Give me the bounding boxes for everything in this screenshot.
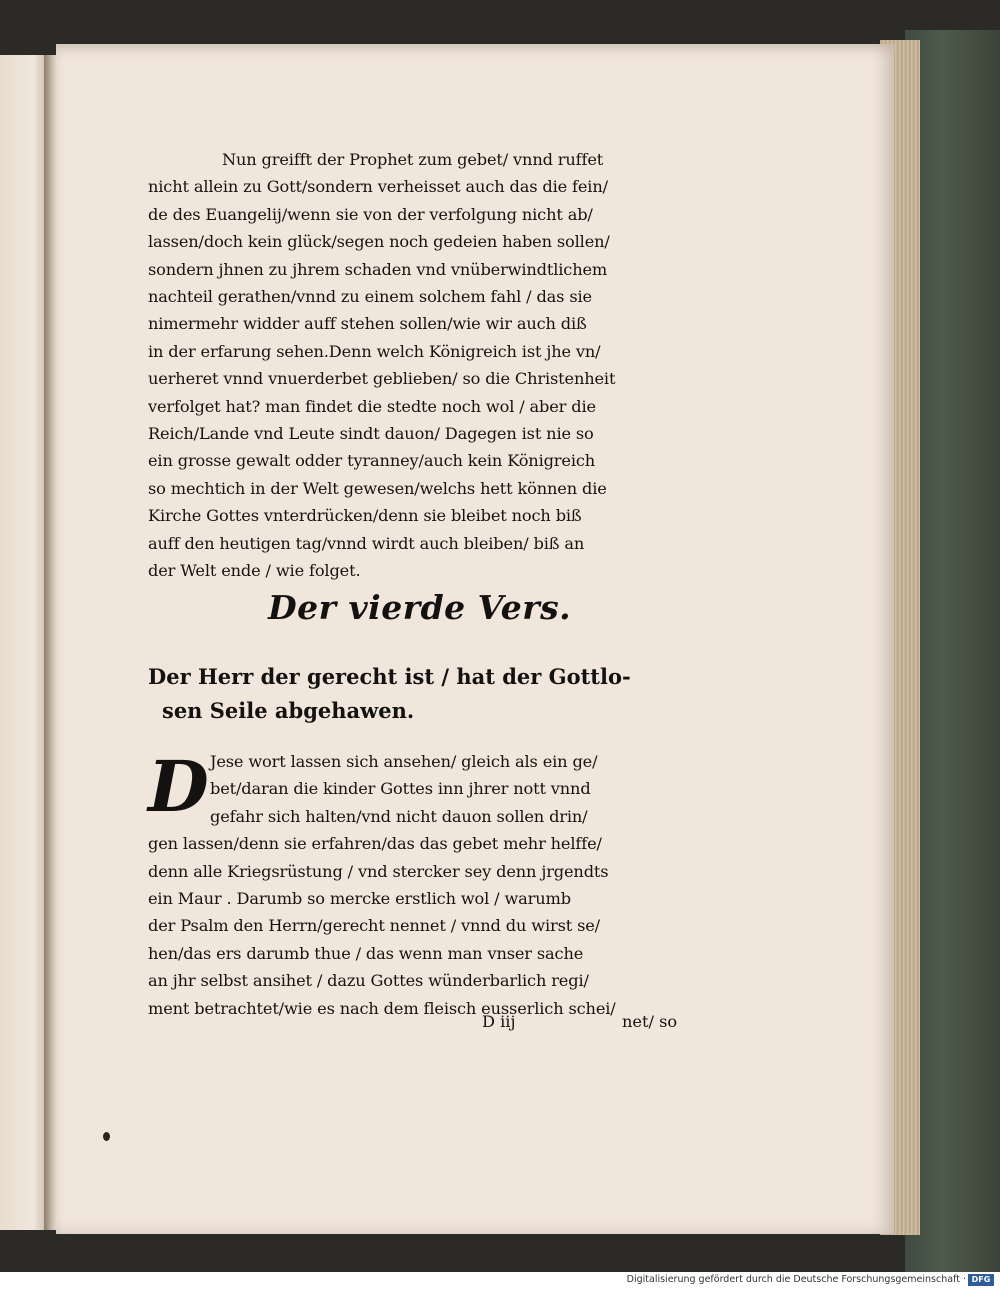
verse-text xyxy=(148,660,704,728)
text-line: Kirche Gottes vnterdrücken/denn sie bleibet noch biß xyxy=(148,506,582,526)
section-heading: Der vierde Vers. xyxy=(268,588,572,627)
signature-mark: D iij xyxy=(482,1012,516,1031)
text-line: so mechtich in der Welt gewesen/welchs hett können die xyxy=(148,478,607,498)
drop-cap-initial: D xyxy=(148,745,209,828)
text-line: in der erfarung sehen.Denn welch Königreich ist jhe vn/ xyxy=(148,341,601,361)
text-line: uerheret vnnd vnuerderbet geblieben/ so die Christenheit xyxy=(148,369,616,389)
text-line: ein grosse gewalt odder tyranney/auch kein Königreich xyxy=(148,451,596,471)
text-line: bet/daran die kinder Gottes inn jhrer nott vnnd xyxy=(210,779,591,799)
text-line: Nun greifft der Prophet zum gebet/ vnnd ruffet xyxy=(222,150,604,169)
text-line: nicht allein zu Gott/sondern verheisset auch das die fein/ xyxy=(148,177,608,197)
text-line: sondern jhnen zu jhrem schaden vnd vnüberwindtlichem xyxy=(148,259,608,279)
paragraph-2 xyxy=(148,745,704,1022)
text-line: Reich/Lande vnd Leute sindt dauon/ Dagegen ist nie so xyxy=(148,424,594,444)
text-line: hen/das ers darumb thue / das wenn man vnser sache xyxy=(148,943,584,963)
verse-line: Der Herr der gerecht ist / hat der Gottlo- xyxy=(148,664,631,689)
text-line: verfolget hat? man findet die stedte noch wol / aber die xyxy=(148,396,596,416)
text-line: nimermehr widder auff stehen sollen/wie wir auch diß xyxy=(148,314,587,334)
text-line: gen lassen/denn sie erfahren/das das gebet mehr helffe/ xyxy=(148,834,602,854)
text-line: ment betrachtet/wie es nach dem fleisch eusserlich schei/ xyxy=(148,998,616,1018)
text-line: an jhr selbst ansihet / dazu Gottes wünderbarlich regi/ xyxy=(148,971,589,991)
page-footer xyxy=(148,1012,688,1042)
text-line: auff den heutigen tag/vnnd wirdt auch bleiben/ biß an xyxy=(148,533,585,553)
text-line: Jese wort lassen sich ansehen/ gleich als ein ge/ xyxy=(210,752,598,771)
facing-page-fragment xyxy=(0,55,48,1230)
text-line: denn alle Kriegsrüstung / vnd stercker sey denn jrgendts xyxy=(148,861,609,881)
verse-line: sen Seile abgehawen. xyxy=(162,698,415,723)
paragraph-1 xyxy=(148,146,704,585)
text-line: der Welt ende / wie folget. xyxy=(148,561,361,581)
text-line: de des Euangelij/wenn sie von der verfolgung nicht ab/ xyxy=(148,204,593,224)
funding-credit: Digitalisierung gefördert durch die Deutsche Forschungsgemeinschaft · xyxy=(626,1274,966,1285)
catchword: net/ so xyxy=(622,1012,678,1031)
text-line: ein Maur . Darumb so mercke erstlich wol / warumb xyxy=(148,889,571,909)
text-line: gefahr sich halten/vnd nicht dauon sollen drin/ xyxy=(210,806,588,826)
dfg-logo: DFG xyxy=(968,1274,994,1286)
text-line: lassen/doch kein glück/segen noch gedeien haben sollen/ xyxy=(148,232,610,252)
ink-spot xyxy=(103,1132,110,1141)
text-line: nachteil gerathen/vnnd zu einem solchem fahl / das sie xyxy=(148,287,592,307)
text-line: der Psalm den Herrn/gerecht nennet / vnnd du wirst se/ xyxy=(148,916,600,936)
